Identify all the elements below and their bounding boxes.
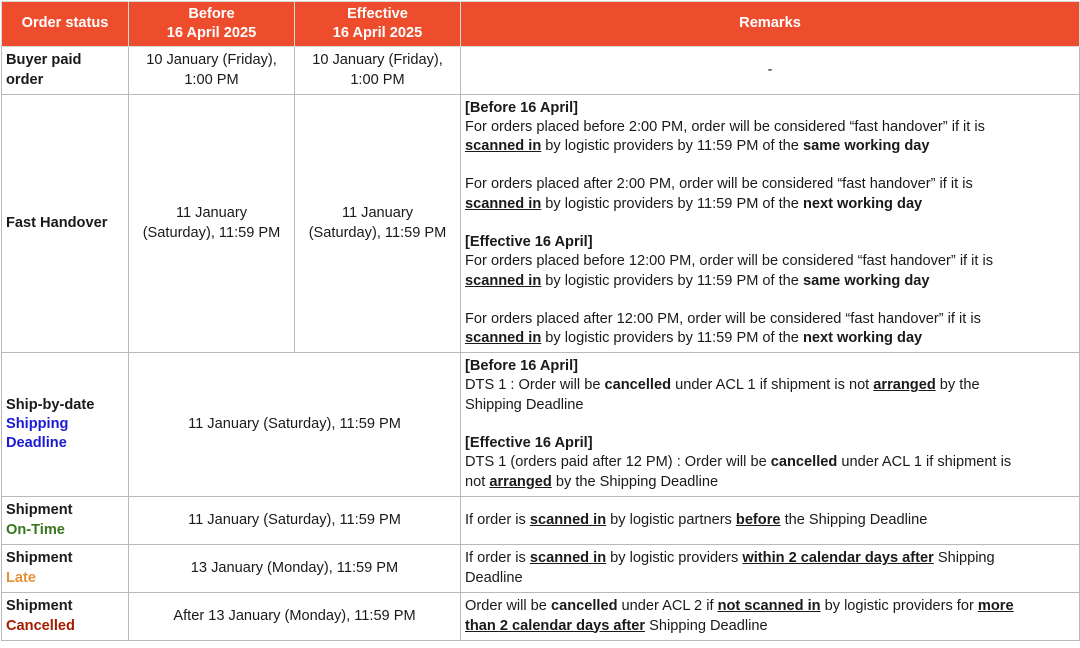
- effective-cell: 10 January (Friday), 1:00 PM: [295, 47, 461, 95]
- order-status-table: [1, 1, 1080, 641]
- row-shipment-on-time: [2, 497, 1080, 545]
- date-cell: 11 January (Saturday), 11:59 PM: [129, 497, 461, 545]
- row-buyer-paid: [2, 47, 1080, 95]
- row-ship-by-date: [2, 353, 1080, 497]
- remarks-cell: If order is scanned in by logistic providers within 2 calendar days after Shipping Deadline: [461, 545, 1080, 593]
- status-cell: Ship-by-date Shipping Deadline: [2, 353, 129, 497]
- row-shipment-cancelled: [2, 593, 1080, 641]
- date-cell: 13 January (Monday), 11:59 PM: [129, 545, 461, 593]
- remarks-cell: [Before 16 April] For orders placed before 2:00 PM, order will be considered “fast handover” if it is scanned in by logistic providers by 11:59 PM of the same working day For orders placed after 2:00 PM, order will be considered “fast handover” if it is scanned in by logistic providers by 11:59 PM of the next working day [Effective 16 April] For orders placed before 12:00 PM, order will be considered “fast handover” if it is scanned in by logistic providers by 11:59 PM of the same working day For orders placed after 12:00 PM, order will be considered “fast handover” if it is scanned in by logistic providers by 11:59 PM of the next working day: [461, 95, 1080, 353]
- before-cell: 10 January (Friday), 1:00 PM: [129, 47, 295, 95]
- header-row: [2, 2, 1080, 47]
- header-before: Before 16 April 2025: [129, 2, 295, 47]
- remarks-cell: -: [461, 47, 1080, 95]
- status-cell: Shipment Late: [2, 545, 129, 593]
- remarks-cell: If order is scanned in by logistic partners before the Shipping Deadline: [461, 497, 1080, 545]
- header-remarks: Remarks: [461, 2, 1080, 47]
- remarks-cell: [Before 16 April] DTS 1 : Order will be cancelled under ACL 1 if shipment is not arranged by the Shipping Deadline [Effective 16 April] DTS 1 (orders paid after 12 PM) : Order will be cancelled under ACL 1 if shipment is not arranged by the Shipping Deadline: [461, 353, 1080, 497]
- row-fast-handover: [2, 95, 1080, 353]
- remarks-cell: Order will be cancelled under ACL 2 if not scanned in by logistic providers for more than 2 calendar days after Shipping Deadline: [461, 593, 1080, 641]
- date-cell: 11 January (Saturday), 11:59 PM: [129, 353, 461, 497]
- header-effective: Effective 16 April 2025: [295, 2, 461, 47]
- row-shipment-late: [2, 545, 1080, 593]
- status-cell: Shipment On-Time: [2, 497, 129, 545]
- effective-cell: 11 January (Saturday), 11:59 PM: [295, 95, 461, 353]
- status-cell: Buyer paid order: [2, 47, 129, 95]
- before-cell: 11 January (Saturday), 11:59 PM: [129, 95, 295, 353]
- header-order-status: Order status: [2, 2, 129, 47]
- date-cell: After 13 January (Monday), 11:59 PM: [129, 593, 461, 641]
- status-cell: Shipment Cancelled: [2, 593, 129, 641]
- status-cell: Fast Handover: [2, 95, 129, 353]
